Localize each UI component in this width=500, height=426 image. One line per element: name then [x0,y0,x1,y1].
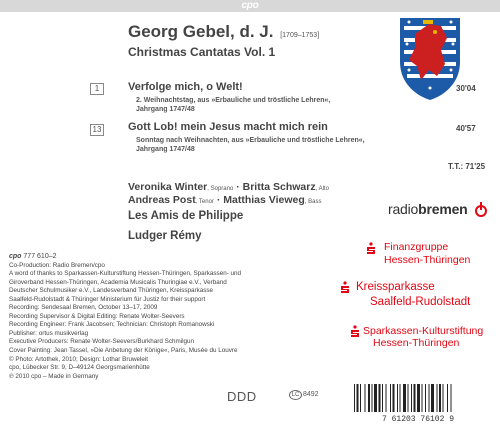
barcode-bar [365,384,366,412]
performer-role: , Tenor [195,199,214,205]
performer-name: Matthias Vieweg [223,194,305,206]
catalog-prefix: cpo [9,253,22,260]
barcode-bar [443,384,444,412]
credit-line: © Photo: Artothek, 2010; Design: Lothar Bruweleit [9,355,149,363]
label-code [289,390,319,400]
barcode-bar [422,384,423,412]
barcode-bar [386,384,387,412]
sparkasse-s-icon [350,325,360,337]
sparkasse-s-icon [366,242,376,254]
barcode-bar [368,384,370,412]
barcode-bar [437,384,438,412]
radio-bremen-logo [388,201,488,218]
barcode [348,382,488,422]
credit-line: Saalfeld-Rudolstadt & Thüringer Ministerium für Justiz for their support [9,295,206,303]
barcode-bar [382,384,383,412]
credit-line: Co-Production: Radio Bremen/cpo [9,261,105,269]
barcode-bar [425,384,426,412]
lc-badge: LC [289,390,302,400]
barcode-bar [390,384,391,412]
track-description-line: Sonntag nach Weihnachten, aus »Erbauliche und tröstliche Lehren«, [136,137,365,144]
finanzgruppe-line-2: Hessen-Thüringen [384,254,471,266]
conductor-name: Ludger Rémy [128,230,202,242]
barcode-bar [429,384,430,412]
barcode-bar [411,384,412,412]
credit-line: Deutscher Schulmusiker e.V., Landesverband Thüringen, Kreissparkasse [9,287,214,295]
track-description-line: Jahrgang 1747/48 [136,106,195,113]
credit-line: Cover Painting: Jean Tassel, »Die Anbetung der Könige«, Paris, Musée du Louvre [9,347,238,355]
cpo-logo: cpo [241,0,259,11]
credits-block [9,253,314,381]
credit-line: Giroverband Hessen-Thüringen, Academia Musicalis Thuringiae e.V., Verband [9,278,227,286]
total-time: T.T.: 71'25 [448,162,486,171]
performer-role: , Bass [304,199,322,205]
kreissparkasse-line-2: Saalfeld-Rudolstadt [370,296,471,308]
track-number-box: 13 [90,124,104,136]
barcode-bar [447,384,448,412]
track-description [136,136,365,154]
radio-bremen-text-1: radio [388,201,419,217]
performer-name: Britta Schwarz [242,181,316,193]
credit-line: Publisher: ortus musikverlag [9,329,89,337]
coat-of-arms-image [395,14,465,102]
barcode-bar [393,384,395,412]
credit-line: cpo, Lübecker Str. 9, D–49124 Georgsmarienhütte [9,364,150,372]
track-description-line: 2. Weihnachtstag, aus »Erbauliche und tröstliche Lehren«, [136,97,331,104]
barcode-bar [360,384,361,412]
composer-dates: [1709–1753] [280,32,320,39]
track-number-box: 1 [90,83,104,95]
lc-number: 8492 [303,391,319,398]
performers-line-2 [128,194,321,206]
radio-bremen-icon [474,202,488,218]
track-duration: 40'57 [456,124,476,133]
performer-role: , Alto [315,186,329,192]
track-title: Gott Lob! mein Jesus macht mich rein [128,121,328,133]
credit-line: ℗ 2010 cpo – Made in Germany [9,372,99,380]
ddd-label: DDD [227,389,257,404]
composer-name: Georg Gebel, d. J. [128,22,274,41]
barcode-bar [397,384,398,412]
barcode-bar [414,384,416,412]
credit-line: Recording: Sendesaal Bremen, October 13–17, 2009 [9,304,158,312]
catalog-number-value: 777 610–2 [23,253,57,260]
barcode-bar [379,384,381,412]
barcode-bar [403,384,406,412]
ensemble-name: Les Amis de Philippe [128,210,244,222]
barcode-bar [374,384,377,412]
album-title: Christmas Cantatas Vol. 1 [128,45,276,59]
credit-line: Recording Supervisor & Digital Editing: Renate Wolter-Seevers [9,312,185,320]
kulturstiftung-line-1: Sparkassen-Kulturstiftung [363,325,484,337]
barcode-bar [354,384,355,412]
sparkasse-s-icon [340,281,350,293]
separator: · [216,194,224,206]
performers-line-1 [128,181,329,193]
credit-line: A word of thanks to Sparkassen-Kulturstiftung Hessen-Thüringen, Sparkassen- und [9,270,242,278]
track-title: Verfolge mich, o Welt! [128,81,243,93]
separator: · [236,181,243,193]
kulturstiftung-line-2: Hessen-Thüringen [373,337,460,349]
finanzgruppe-line-1: Finanzgruppe [384,241,449,253]
kreissparkasse-line-1: Kreissparkasse [356,281,435,293]
performer-name: Andreas Post [128,194,196,206]
track-duration: 30'04 [456,84,476,93]
barcode-bar [357,384,359,412]
barcode-bar [400,384,401,412]
barcode-bar [417,384,420,412]
composer-title [128,22,319,42]
catalog-number [9,253,314,262]
credit-line: Executive Producers: Renate Wolter-Seevers/Burkhard Schmilgun [9,338,195,346]
barcode-bar [439,384,441,412]
radio-bremen-text-2: bremen [418,201,468,217]
barcode-bar [431,384,434,412]
performer-role: , Soprano [207,186,234,192]
barcode-bar [451,384,452,412]
credit-line: Recording Engineer: Frank Jacobsen; Technician: Christoph Romanowski [9,321,215,329]
barcode-bar [372,384,373,412]
track-description-line: Jahrgang 1747/48 [136,146,195,153]
barcode-bar [408,384,409,412]
barcode-number: 7 61203 76102 9 [381,415,455,422]
track-description [136,96,330,114]
performer-name: Veronika Winter [128,181,208,193]
